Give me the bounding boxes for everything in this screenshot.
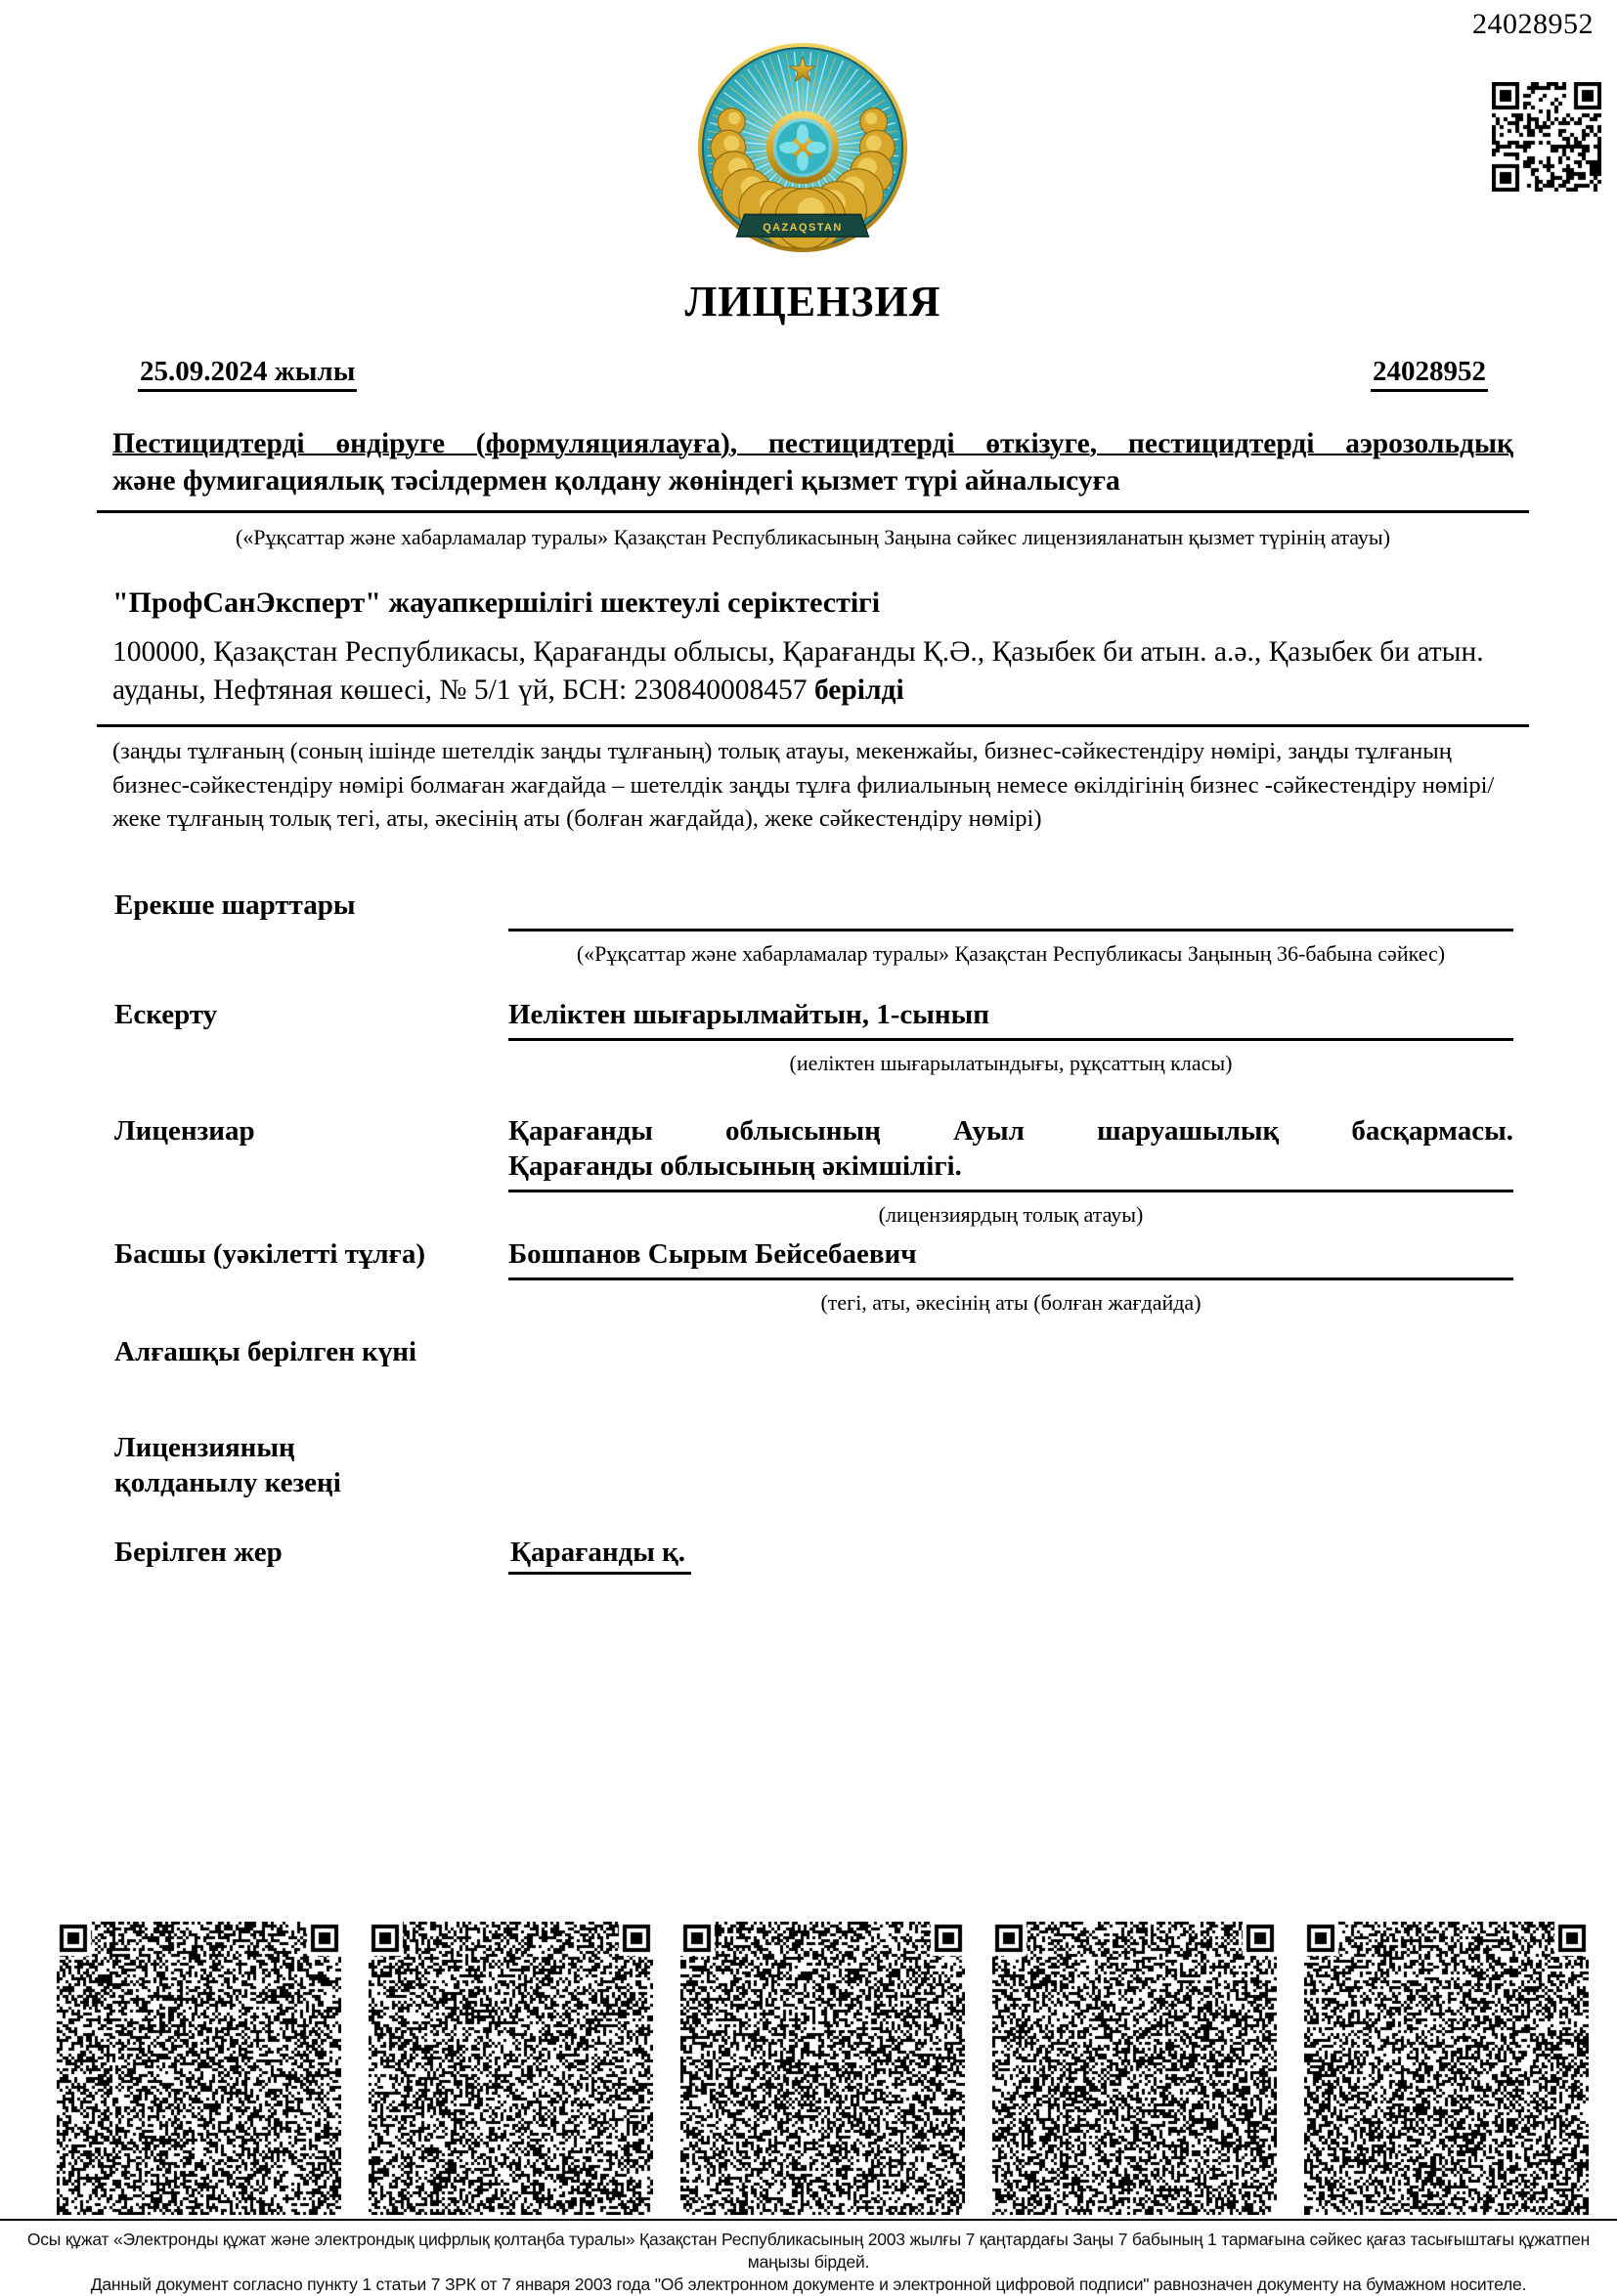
emblem-banner-text: QAZAQSTAN [763, 222, 843, 235]
license-title: ЛИЦЕНЗИЯ [684, 278, 941, 325]
field-value [508, 888, 1513, 929]
field-value: Бошпанов Сырым Бейсебаевич [508, 1238, 917, 1271]
footer-note-ru: Данный документ согласно пункту 1 статьи 7 ЗРК от 7 января 2003 года "Об электронном документе и электронной цифровой подписи" равнозначен документу на бумажном носителе. [90, 2274, 1527, 2294]
signature-barcode-2 [369, 1922, 653, 2215]
field-label: Алғашқы берілген күні [114, 1336, 417, 1368]
field-value: Қарағанды қ. [508, 1535, 691, 1575]
field-note [112, 997, 1513, 1079]
field-label: Ескерту [114, 998, 218, 1030]
field-caption: (тегі, аты, әкесінің аты (болған жағдайда) [820, 1290, 1202, 1316]
field-caption: (иеліктен шығарылатындығы, рұқсаттың класы) [789, 1050, 1233, 1075]
field-label: Ерекше шарттары [114, 889, 356, 922]
footer-rule [0, 2219, 1617, 2221]
field-value-line1: Қарағанды облысының Ауыл шаруашылық басқармасы. [508, 1114, 1513, 1147]
field-value [508, 1430, 1513, 1471]
field-first-issue [112, 1334, 1513, 1375]
fields-area [112, 888, 1513, 1576]
signature-barcode-1 [57, 1922, 341, 2215]
doc-number: 24028952 [1472, 8, 1594, 40]
license-number: 24028952 [1371, 356, 1488, 392]
activity-line-1: Пестицидтерді өндіруге (формуляциялауға), пестицидтерді өткізуге, пестицидтерді аэрозольдық [112, 428, 1513, 459]
field-place [112, 1535, 1513, 1576]
signature-barcode-5 [1304, 1922, 1589, 2215]
field-validity [112, 1430, 1513, 1501]
licensee-name: "ПрофСанЭксперт" жауапкершілігі шектеулі серіктестігі [112, 585, 881, 619]
signature-barcode-4 [992, 1922, 1277, 2215]
activity-caption: («Рұқсаттар және хабарламалар туралы» Қазақстан Республикасының Заңына сәйкес лицензияланатын қызмет түрінің атауы) [235, 524, 1391, 549]
field-head [112, 1236, 1513, 1319]
field-caption: (лицензиярдың толық атауы) [878, 1202, 1144, 1228]
footer-note-kk: Осы құжат «Электронды құжат және электрондық цифрлық қолтаңба туралы» Қазақстан Республикасының 2003 жылғы 7 қаңтардағы Заңы 7 бабының 1 тармағына сәйкес қағаз тасығыштағы құжатпен маңызы бірдей. [26, 2230, 1591, 2272]
section-rule [97, 724, 1529, 727]
field-label: Басшы (уәкілетті тұлға) [114, 1238, 425, 1271]
field-value [508, 1334, 1513, 1375]
field-special-terms [112, 888, 1513, 970]
field-caption: («Рұқсаттар және хабарламалар туралы» Қазақстан Республикасы Заңының 36-бабына сәйкес) [576, 941, 1446, 967]
activity-line-2: және фумигациялық тәсілдермен қолдану жөніндегі қызмет түрі айналысуға [112, 465, 1120, 498]
field-value: Иеліктен шығарылмайтын, 1-сынып [508, 998, 989, 1030]
licensee-address-text: 100000, Қазақстан Республикасы, Қарағанды облысы, Қарағанды Қ.Ә., Қазыбек би атын. а.ә., Қазыбек би атын. ауданы, Нефтяная көшесі, № 5/1 үй, БСН: 230840008457 [112, 635, 1484, 707]
field-label: Берілген жер [114, 1536, 283, 1568]
legal-note: (заңды тұлғаның (соның ішінде шетелдік заңды тұлғаның) толық атауы, мекенжайы, бизнес-сәйкестендіру нөмірі, заңды тұлғаның бизнес-сәйкестендіру нөмірі болмаған жағдайда – шетелдік заңды тұлға филиалының немесе өкілдігінің бизнес -сәйкестендіру нөмірі/жеке тұлғаның толық тегі, аты, әкесінің аты (болған жағдайда), жеке сәйкестендіру нөмірі) [112, 737, 1495, 833]
field-label: Лицензияның қолданылу кезеңі [114, 1432, 341, 1499]
signature-barcode-3 [680, 1922, 965, 2215]
issue-date: 25.09.2024 жылы [138, 356, 357, 392]
field-value-line2: Қарағанды облысының әкімшілігі. [508, 1150, 962, 1183]
date-number-row [112, 356, 1513, 392]
activity-type [112, 425, 1513, 500]
license-body [112, 0, 1513, 1576]
issued-word: берілді [813, 674, 904, 707]
section-rule [97, 510, 1529, 513]
licensee-address [112, 633, 1513, 711]
field-licensor [112, 1113, 1513, 1231]
field-label: Лицензиар [114, 1114, 255, 1147]
signature-barcode-strip [57, 1922, 1589, 2215]
